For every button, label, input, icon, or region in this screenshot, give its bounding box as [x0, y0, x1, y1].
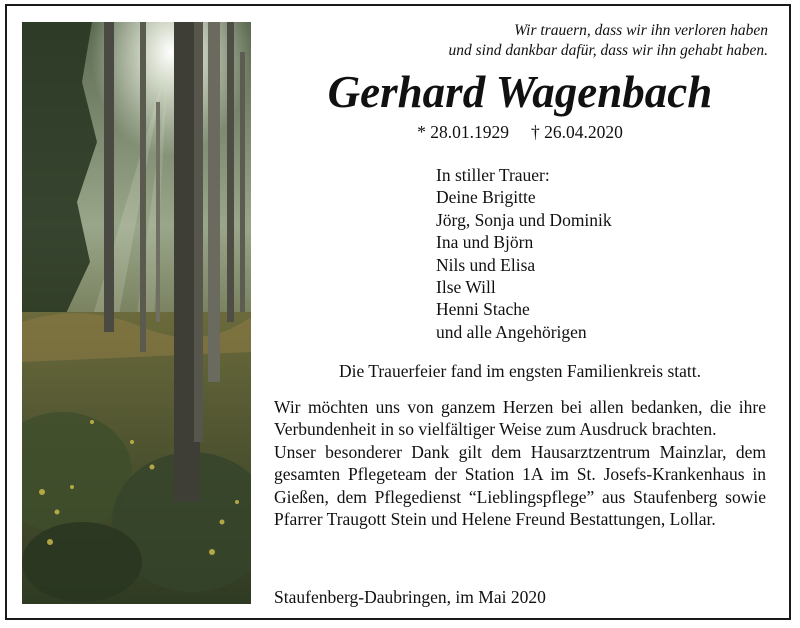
- quote-line-2: und sind dankbar dafür, dass wir ihn gehabt haben.: [448, 42, 768, 59]
- birth-date: * 28.01.1929: [417, 122, 509, 142]
- thanks-paragraph-1: Wir möchten uns von ganzem Herzen bei allen bedanken, die ihre Verbundenheit in so vielfältiger Weise zum Ausdruck brachten.: [274, 397, 766, 440]
- mourner-name: Ilse Will: [436, 277, 496, 298]
- ceremony-notice: Die Trauerfeier fand im engsten Familienkreis statt.: [338, 361, 702, 381]
- deceased-name: Gerhard Wagenbach: [327, 67, 713, 117]
- thanks-text: [274, 396, 766, 530]
- mourner-name: Deine Brigitte: [436, 187, 536, 208]
- death-date: † 26.04.2020: [531, 122, 623, 142]
- place-and-date: Staufenberg-Daubringen, im Mai 2020: [274, 587, 546, 607]
- forest-photo: [22, 22, 251, 604]
- mourner-name: Nils und Elisa: [436, 254, 536, 275]
- life-dates: [270, 120, 770, 144]
- mourner-name: Henni Stache: [436, 299, 530, 320]
- mourners-list: [436, 164, 612, 343]
- mourner-name: Jörg, Sonja und Dominik: [436, 209, 612, 230]
- mourner-name: und alle Angehörigen: [436, 321, 587, 342]
- memorial-quote: [300, 21, 768, 61]
- mourners-heading: In stiller Trauer:: [436, 165, 550, 185]
- mourner-name: Ina und Björn: [436, 232, 534, 253]
- quote-line-1: Wir trauern, dass wir ihn verloren haben: [514, 22, 768, 39]
- thanks-paragraph-2: Unser besonderer Dank gilt dem Hausarztzentrum Mainzlar, dem gesamten Pflegeteam der Station 1A im St. Josefs-Krankenhaus in Gießen, dem Pflegedienst “Lieblingspflege” aus Staufenberg sowie Pfarrer Traugott Stein und Helene Freund Bestattungen, Lollar.: [274, 441, 766, 530]
